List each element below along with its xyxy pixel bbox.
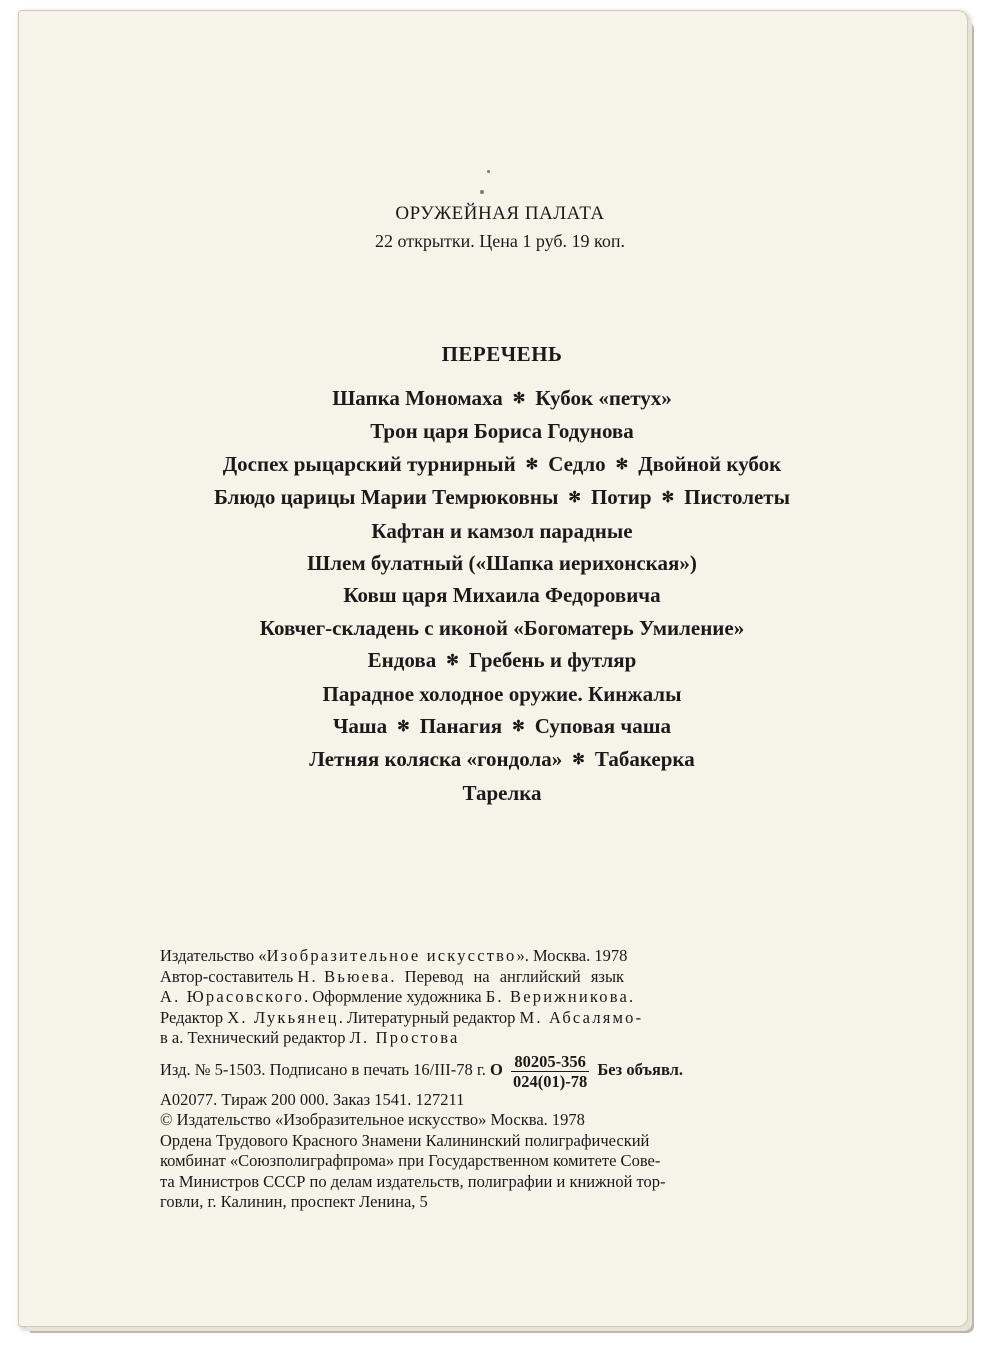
imprint-text: Изд. № 5-1503. Подписано в печать 16/III-78 г. <box>160 1059 486 1079</box>
contents-item: Гребень и футляр <box>468 648 637 673</box>
imprint-text: . Перевод на английский язык <box>390 966 625 986</box>
contents-item: Табакерка <box>594 747 695 772</box>
contents-item: Шапка Мономаха <box>332 386 503 410</box>
technical-editor-name: Л. Простова <box>349 1028 460 1047</box>
separator-icon: ✻ <box>661 490 675 507</box>
editor-name: Х. Лукьянец <box>227 1007 339 1027</box>
publisher-name: Изобразительное искусство <box>266 946 517 965</box>
header <box>0 200 1000 254</box>
index-code-numerator: 80205-356 <box>511 1052 589 1072</box>
contents-item: Блюдо царицы Марии Темрюковны <box>213 485 559 510</box>
imprint-text: . Оформление художника <box>304 987 486 1006</box>
contents-line <box>0 547 1000 579</box>
contents-item: Доспех рыцарский турнирный <box>222 451 516 476</box>
imprint-line <box>160 987 870 1008</box>
imprint-line: © Издательство «Изобразительное искусство» Москва. 1978 <box>160 1110 585 1129</box>
contents-line <box>0 515 1000 547</box>
author-name: Н. Вьюева <box>297 966 391 986</box>
literary-editor-name: в а <box>160 1028 180 1047</box>
translator-name: А. Юрасовского <box>160 987 305 1006</box>
index-code-denominator: 024(01)-78 <box>512 1071 588 1091</box>
contents-line <box>0 481 1000 514</box>
imprint-block <box>160 946 870 1213</box>
imprint-text: Издательство « <box>160 946 267 965</box>
imprint-line <box>160 1008 870 1029</box>
contents-item: Потир <box>590 485 652 510</box>
contents-item: Кубок «петух» <box>535 386 672 410</box>
imprint-text: Без объявл. <box>597 1059 684 1079</box>
contents-heading: ПЕРЕЧЕНЬ <box>441 342 563 366</box>
contents-line <box>0 678 1000 710</box>
separator-icon: ✻ <box>446 653 459 670</box>
imprint-text: Автор-составитель <box>160 966 298 986</box>
imprint-line <box>160 1028 870 1049</box>
index-letter: О <box>490 1059 503 1079</box>
contents-item: Панагия <box>419 714 503 739</box>
contents-line <box>0 743 1000 776</box>
separator-icon: ✻ <box>397 719 410 736</box>
imprint-line <box>160 946 870 967</box>
separator-icon: ✻ <box>525 456 539 473</box>
contents-item: Пистолеты <box>684 485 791 510</box>
page-title: ОРУЖЕЙНАЯ ПАЛАТА <box>395 203 605 224</box>
imprint-text: . <box>629 987 634 1006</box>
imprint-line <box>160 1049 870 1090</box>
separator-icon: ✻ <box>512 719 525 736</box>
contents-line <box>0 644 1000 677</box>
contents-item: Суповая чаша <box>534 714 671 739</box>
contents-line <box>0 448 1000 481</box>
contents-line <box>0 415 1000 447</box>
separator-icon: ✻ <box>568 490 581 507</box>
imprint-text: ». Москва. 1978 <box>516 946 628 965</box>
contents-list <box>0 338 1000 809</box>
imprint-line: говли, г. Калинин, проспект Ленина, 5 <box>160 1192 428 1211</box>
imprint-line: комбинат «Союзполиграфпрома» при Государственном комитете Сове- <box>160 1151 661 1170</box>
imprint-line: А02077. Тираж 200 000. Заказ 1541. 127211 <box>160 1089 465 1109</box>
contents-line <box>0 710 1000 743</box>
contents-item: Трон царя Бориса Годунова <box>370 419 634 444</box>
separator-icon: ✻ <box>615 456 629 473</box>
contents-item: Кафтан и камзол парадные <box>371 518 633 543</box>
contents-item: Двойной кубок <box>638 451 782 476</box>
imprint-text: . Литературный редактор <box>338 1007 520 1027</box>
separator-icon: ✻ <box>512 391 526 407</box>
contents-item: Шлем булатный («Шапка иерихонская») <box>307 551 697 576</box>
contents-item: Летняя коляска «гондола» <box>309 747 563 772</box>
contents-item: Седло <box>548 451 606 476</box>
print-speck <box>487 170 490 173</box>
print-speck <box>480 190 484 194</box>
imprint-line: та Министров СССР по делам издательств, полиграфии и книжной тор- <box>160 1171 666 1191</box>
contents-line <box>0 579 1000 611</box>
index-code <box>511 1052 589 1091</box>
contents-line <box>0 777 1000 809</box>
imprint-text: Редактор <box>160 1007 228 1027</box>
artist-name: Б. Верижникова <box>485 987 630 1006</box>
imprint-line: Ордена Трудового Красного Знамени Калининский полиграфический <box>160 1130 650 1150</box>
contents-item: Парадное холодное оружие. Кинжалы <box>322 681 682 706</box>
imprint-text: . Технический редактор <box>179 1028 350 1047</box>
separator-icon: ✻ <box>572 752 585 769</box>
contents-item: Ковчег-складень с иконой «Богоматерь Умиление» <box>259 615 745 640</box>
contents-item: Чаша <box>333 714 388 739</box>
imprint-line <box>160 967 870 988</box>
contents-line <box>0 612 1000 644</box>
contents-item: Ендова <box>367 648 437 673</box>
contents-line <box>0 382 1000 415</box>
contents-lines <box>0 382 1000 809</box>
page-subtitle: 22 открытки. Цена 1 руб. 19 коп. <box>375 231 625 251</box>
literary-editor-name: М. Абсалямо- <box>519 1007 644 1027</box>
contents-item: Тарелка <box>462 780 542 805</box>
contents-item: Ковш царя Михаила Федоровича <box>343 583 661 608</box>
